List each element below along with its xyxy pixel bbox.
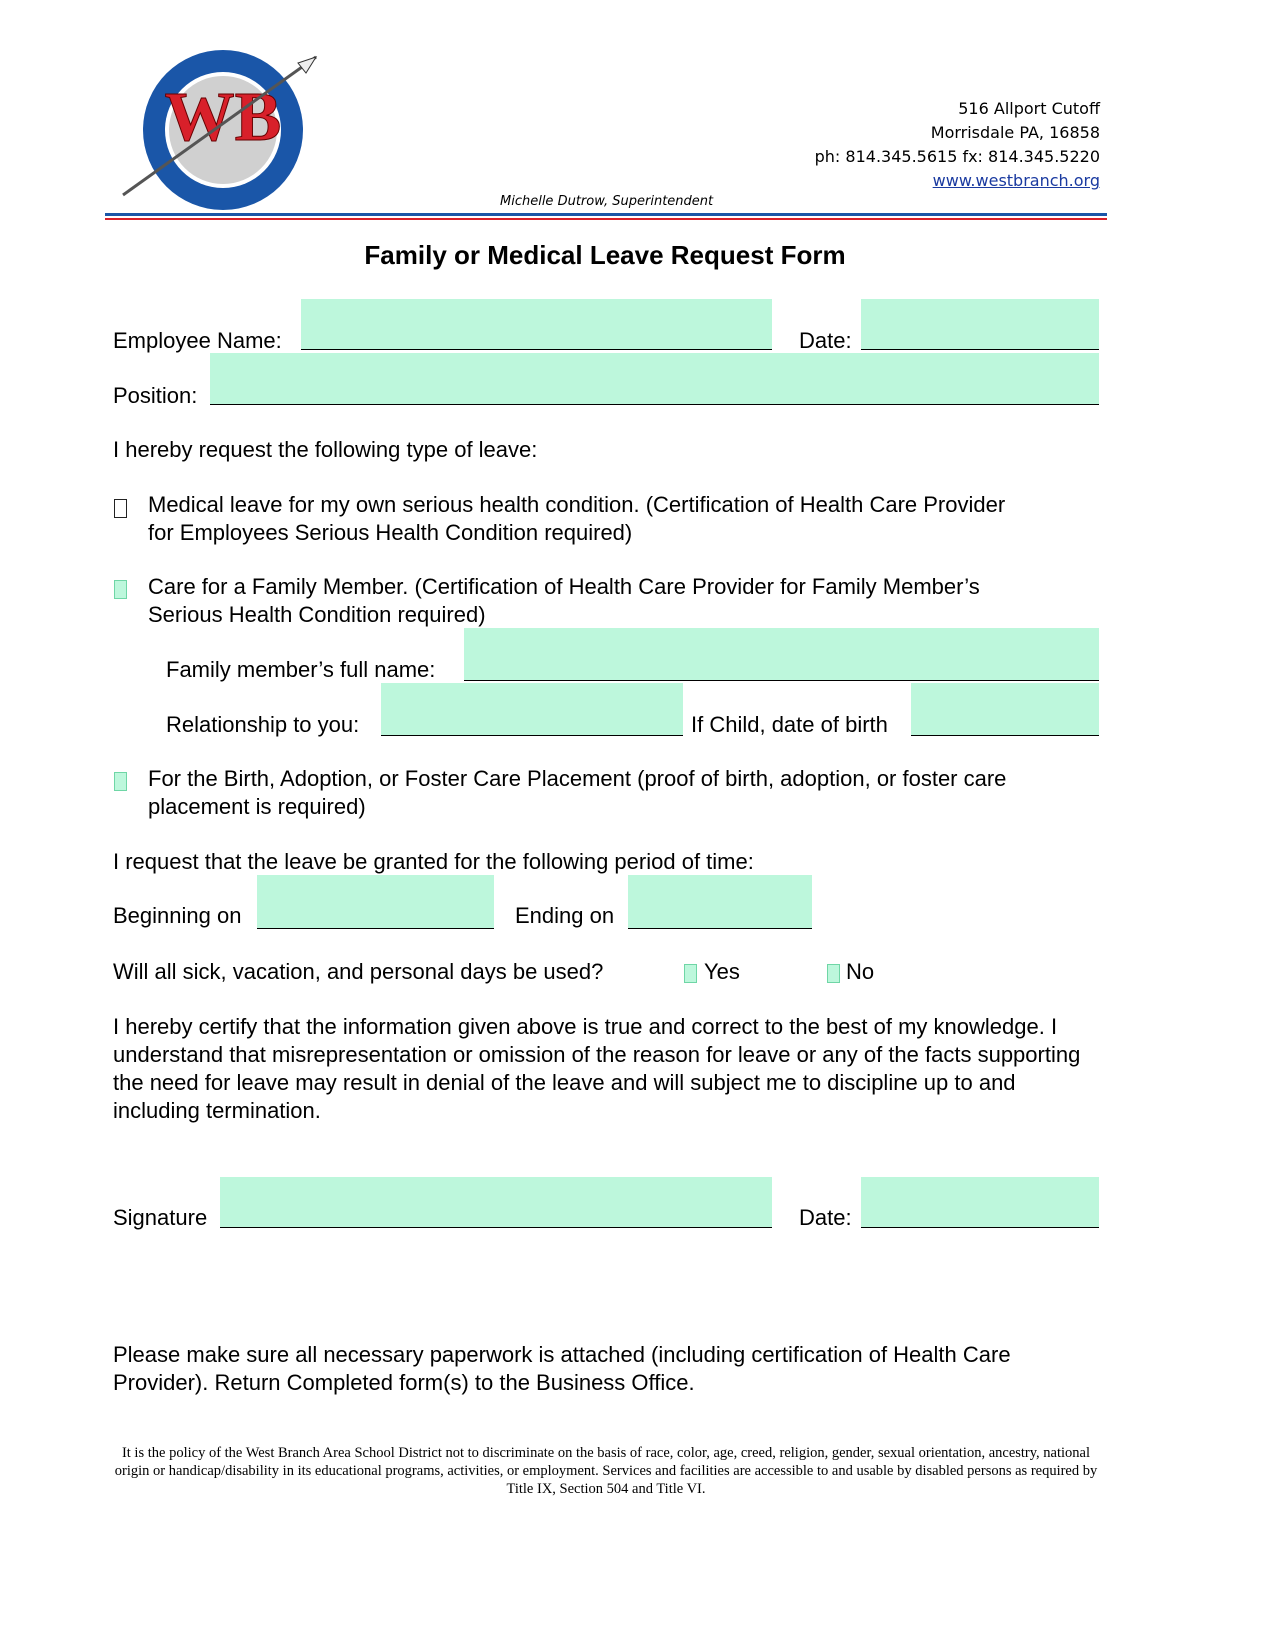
certification-statement: I hereby certify that the information given above is true and correct to the best of my knowledge. I understand that misrepresentation or omission of the reason for leave or any of the facts supporting the need for leave may result in denial of the leave and will subject me to discipline up to and including termination. [113, 1014, 1081, 1123]
date-label: Date: [799, 328, 852, 353]
no-checkbox[interactable] [827, 964, 840, 983]
yes-checkbox[interactable] [684, 964, 697, 983]
relationship-label: Relationship to you: [166, 712, 360, 737]
birth-adoption-checkbox[interactable] [114, 772, 127, 791]
position-input[interactable] [210, 353, 1099, 405]
beginning-date-input[interactable] [257, 875, 494, 929]
beginning-label: Beginning on [113, 903, 242, 928]
child-dob-input[interactable] [911, 683, 1099, 736]
medical-leave-text: Medical leave for my own serious health condition. (Certification of Health Care Provider [148, 492, 1006, 517]
request-intro: I hereby request the following type of leave: [113, 437, 538, 462]
website-link[interactable]: www.westbranch.org [932, 171, 1100, 190]
employee-name-label: Employee Name: [113, 328, 282, 353]
address-line-1: 516 Allport Cutoff [958, 99, 1100, 118]
form-title: Family or Medical Leave Request Form [364, 240, 846, 270]
no-label: No [846, 959, 875, 984]
family-care-checkbox[interactable] [114, 580, 127, 599]
date-input[interactable] [861, 299, 1099, 350]
signature-label: Signature [113, 1205, 208, 1230]
address-line-2: Morrisdale PA, 16858 [930, 123, 1100, 142]
ending-label: Ending on [515, 903, 615, 928]
header-rule-red [105, 218, 1107, 220]
child-dob-label: If Child, date of birth [691, 712, 888, 737]
signature-date-label: Date: [799, 1205, 852, 1230]
phone-fax: ph: 814.345.5615 fx: 814.345.5220 [814, 147, 1100, 166]
medical-leave-text-2: for Employees Serious Health Condition required) [148, 520, 633, 545]
ending-date-input[interactable] [628, 875, 812, 929]
employee-name-input[interactable] [301, 299, 772, 350]
district-logo [118, 45, 323, 215]
relationship-input[interactable] [381, 683, 683, 736]
days-question: Will all sick, vacation, and personal days be used? [113, 959, 604, 984]
family-care-text: Care for a Family Member. (Certification of Health Care Provider for Family Member’s [148, 574, 980, 599]
nondiscrimination-footer: It is the policy of the West Branch Area School District not to discriminate on the basis of race, color, age, creed, religion, gender, sexual orientation, ancestry, national origin or handicap/disability in its educational programs, activities, or employment. Services and facilities are accessible to and usable by disabled persons as required by Title IX, Section 504 and Title VI. [114, 1445, 1098, 1497]
signature-input[interactable] [220, 1177, 772, 1228]
yes-label: Yes [704, 959, 740, 984]
paperwork-reminder: Please make sure all necessary paperwork is attached (including certification of Health Care Provider). Return Completed form(s) to the Business Office. [113, 1342, 1011, 1395]
period-intro: I request that the leave be granted for the following period of time: [113, 849, 754, 874]
position-label: Position: [113, 383, 198, 408]
superintendent: Michelle Dutrow, Superintendent [500, 194, 714, 209]
logo-letters: WB [164, 79, 282, 156]
header-rule-blue [105, 213, 1107, 216]
family-member-name-input[interactable] [464, 628, 1099, 681]
family-care-text-2: Serious Health Condition required) [148, 602, 486, 627]
signature-date-input[interactable] [861, 1177, 1099, 1228]
family-name-label: Family member’s full name: [166, 657, 436, 682]
birth-adoption-text-2: placement is required) [148, 794, 366, 819]
medical-leave-checkbox[interactable] [114, 499, 127, 518]
birth-adoption-text: For the Birth, Adoption, or Foster Care Placement (proof of birth, adoption, or foster care [148, 766, 1007, 791]
